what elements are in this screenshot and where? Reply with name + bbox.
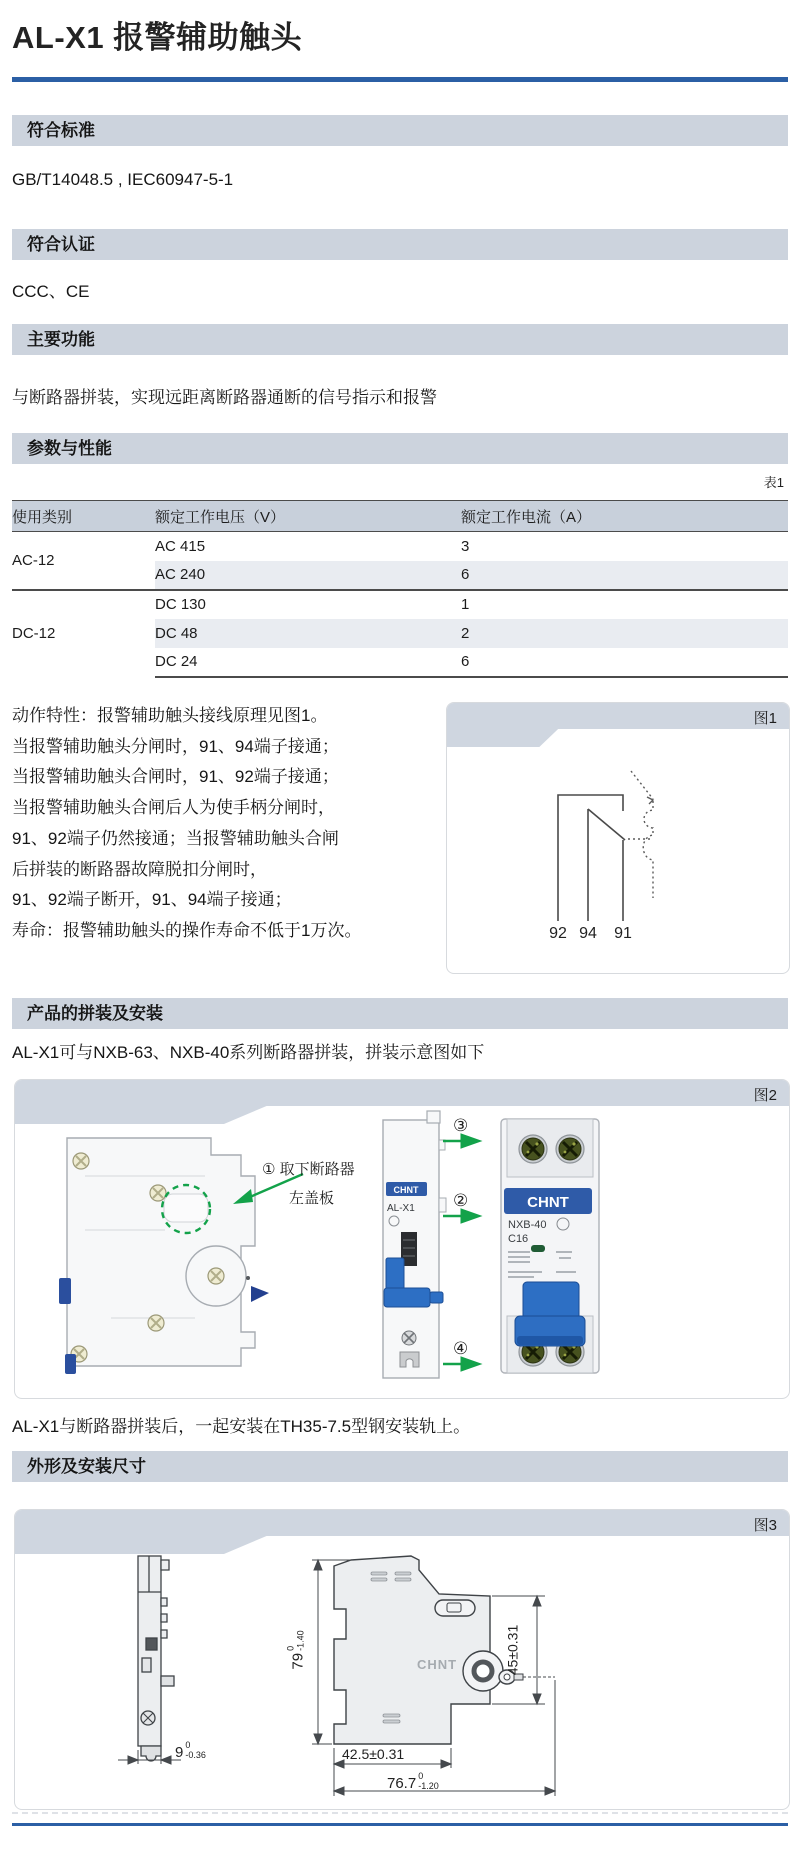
blue-pin: [251, 1286, 269, 1302]
current-cell: 6: [461, 648, 788, 677]
figure3-panel: [14, 1509, 790, 1810]
table-row: [12, 532, 788, 561]
footer-divider: [12, 1823, 788, 1826]
table-row: [12, 590, 788, 619]
text-line: 动作特性：报警辅助触头接线原理见图1。: [12, 706, 328, 725]
toggle-shadow: [517, 1336, 583, 1345]
dim-height-79: 79 0 -1.40: [285, 1630, 307, 1670]
figure2-assembly-drawing: [15, 1080, 789, 1398]
figure3-dimension-drawing: [15, 1510, 789, 1809]
section-heading-parameters: 参数与性能: [12, 433, 788, 464]
nxb40-breaker-photo: [501, 1119, 599, 1373]
step-number-3: ③: [453, 1116, 469, 1135]
cover-plate: [164, 1194, 208, 1222]
current-cell: 1: [461, 590, 788, 619]
page-title: AL-X1 报警辅助触头: [12, 20, 303, 55]
function-text: 与断路器拼装，实现远距离断路器通断的信号指示和报警: [12, 388, 437, 407]
dim-width-76-7: 76.7 0 -1.20: [387, 1771, 439, 1792]
profile-brand-text: CHNT: [417, 1657, 458, 1672]
col-header-category: 使用类别: [12, 501, 155, 532]
figure2-label: 图2: [753, 1087, 777, 1104]
callout-text-line2: 左盖板: [289, 1190, 335, 1207]
dim-module-width: 9 0 -0.36: [175, 1740, 206, 1761]
text-line: 91、92端子仍然接通；当报警辅助触头合闸: [12, 828, 339, 848]
terminal-label-92: 92: [549, 925, 567, 942]
voltage-cell: DC 24: [155, 648, 461, 677]
contact-symbol: [558, 795, 625, 921]
certification-text: CCC、CE: [12, 282, 90, 301]
section-heading-assembly: 产品的拼装及安装: [12, 998, 788, 1029]
spec-table: [12, 500, 788, 678]
status-window: [531, 1245, 545, 1252]
figure1-panel: [446, 702, 790, 974]
footer-dashed-line: [12, 1812, 788, 1814]
terminal-label-94: 94: [579, 925, 597, 942]
module-model-text: AL-X1: [387, 1203, 415, 1214]
breaker-model-text: NXB-40: [508, 1219, 547, 1231]
col-header-voltage: 额定工作电压（V）: [155, 501, 461, 532]
text-line: 后拼装的断路器故障脱扣分闸时，: [12, 859, 267, 879]
figure3-label: 图3: [753, 1517, 777, 1534]
dim-width-42-5: 42.5±0.31: [342, 1746, 405, 1762]
spec-table-header-row: [12, 501, 788, 532]
figure2-panel: [14, 1079, 790, 1399]
breaker-brand-text: CHNT: [527, 1194, 569, 1211]
section-heading-function: 主要功能: [12, 324, 788, 355]
current-cell: 2: [461, 619, 788, 648]
figure1-label: 图1: [753, 710, 777, 727]
text-line: 当报警辅助触头合闸时，91、92端子接通；: [12, 767, 339, 787]
step-arrows: [443, 1134, 481, 1371]
voltage-cell: AC 240: [155, 561, 461, 590]
blue-lever-bar: [384, 1288, 430, 1307]
category-cell-ac12: AC-12: [12, 532, 155, 590]
text-line: 当报警辅助触头分闸时，91、94端子接通；: [12, 736, 339, 756]
section-heading-dimensions: 外形及安装尺寸: [12, 1451, 788, 1482]
step-number-4: ④: [453, 1339, 469, 1358]
category-cell-dc12: DC-12: [12, 590, 155, 677]
text-line: 当报警辅助触头合闸后人为使手柄分闸时，: [12, 798, 335, 818]
dim-right-height-45: 45±0.31: [504, 1624, 521, 1676]
table-number-label: 表1: [763, 475, 784, 490]
al-x1-module-photo: [383, 1111, 446, 1378]
breaker-profile-outline: [334, 1556, 523, 1744]
blue-lever-stub: [430, 1292, 443, 1303]
voltage-cell: DC 130: [155, 590, 461, 619]
arrowhead: [647, 797, 653, 804]
current-cell: 3: [461, 537, 470, 555]
voltage-cell: AC 415: [155, 537, 206, 555]
blue-clip: [59, 1278, 71, 1304]
terminal-label-91: 91: [614, 925, 632, 942]
text-line: 91、92端子断开，91、94端子接通；: [12, 890, 292, 910]
module-brand-text: CHNT: [393, 1185, 419, 1195]
section-heading-certification: 符合认证: [12, 229, 788, 260]
blue-clip: [65, 1354, 76, 1374]
callout-text-line1: ① 取下断路器: [262, 1161, 355, 1178]
section-heading-standards: 符合标准: [12, 115, 788, 146]
step-number-2: ②: [453, 1191, 469, 1210]
title-divider: [12, 77, 788, 82]
text-line: 寿命：报警辅助触头的操作寿命不低于1万次。: [12, 920, 362, 940]
assembly-note-text: AL-X1与断路器拼装后，一起安装在TH35-7.5型钢安装轨上。: [12, 1417, 471, 1436]
col-header-current: 额定工作电流（A）: [461, 501, 788, 532]
standards-text: GB/T14048.5 , IEC60947-5-1: [12, 170, 234, 189]
assembly-intro-text: AL-X1可与NXB-63、NXB-40系列断路器拼装，拼装示意图如下: [12, 1043, 485, 1062]
voltage-cell: DC 48: [155, 619, 461, 648]
breaker-rating-text: C16: [508, 1233, 529, 1245]
module-side-outline: [138, 1556, 174, 1761]
linkage-dotted-lines: [628, 771, 653, 898]
current-cell: 6: [461, 561, 788, 590]
terminal-screw: [556, 1135, 584, 1163]
action-characteristics-text: [12, 701, 448, 947]
terminal-screw: [519, 1135, 547, 1163]
